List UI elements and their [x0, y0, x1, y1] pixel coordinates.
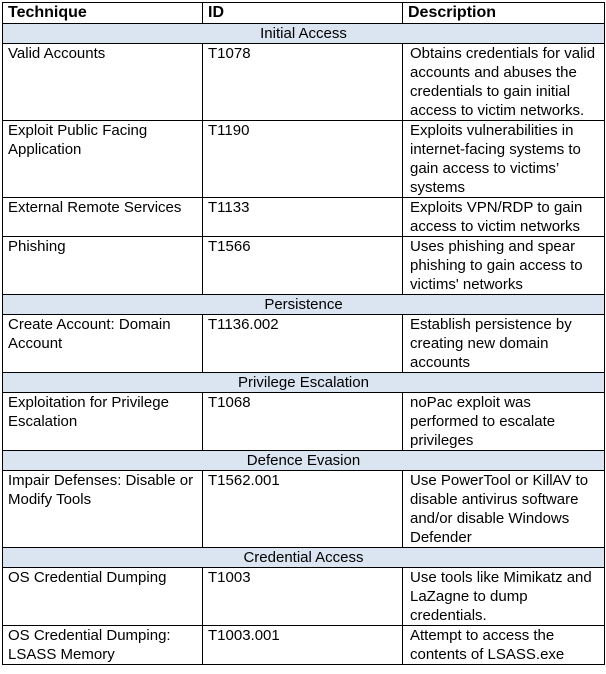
section-title: Defence Evasion — [3, 451, 605, 471]
id-cell: T1078 — [203, 44, 403, 121]
technique-cell: Exploit Public Facing Application — [3, 121, 203, 198]
technique-cell: OS Credential Dumping: LSASS Memory — [3, 626, 203, 665]
id-cell: T1068 — [203, 393, 403, 451]
description-cell: noPac exploit was performed to escalate privileges — [403, 393, 605, 451]
technique-cell: External Remote Services — [3, 198, 203, 237]
description-cell: Obtains credentials for valid accounts and abuses the credentials to gain initial access to victim networks. — [403, 44, 605, 121]
header-row — [3, 3, 605, 24]
technique-cell: Exploitation for Privilege Escalation — [3, 393, 203, 451]
description-cell: Exploits vulnerabilities in internet-facing systems to gain access to victims’ systems — [403, 121, 605, 198]
id-cell: T1003.001 — [203, 626, 403, 665]
section-row-credential-access — [3, 548, 605, 568]
header-description: Description — [403, 3, 605, 24]
technique-cell: Create Account: Domain Account — [3, 315, 203, 373]
table-row — [3, 44, 605, 121]
section-title: Persistence — [3, 295, 605, 315]
description-cell: Use PowerTool or KillAV to disable antivirus software and/or disable Windows Defender — [403, 471, 605, 548]
table-row — [3, 393, 605, 451]
table-row — [3, 237, 605, 295]
id-cell: T1566 — [203, 237, 403, 295]
section-row-initial-access — [3, 24, 605, 44]
technique-cell: Impair Defenses: Disable or Modify Tools — [3, 471, 203, 548]
description-cell: Use tools like Mimikatz and LaZagne to dump credentials. — [403, 568, 605, 626]
header-id: ID — [203, 3, 403, 24]
technique-cell: Valid Accounts — [3, 44, 203, 121]
section-row-persistence — [3, 295, 605, 315]
id-cell: T1003 — [203, 568, 403, 626]
id-cell: T1133 — [203, 198, 403, 237]
technique-cell: OS Credential Dumping — [3, 568, 203, 626]
table-row — [3, 568, 605, 626]
description-cell: Uses phishing and spear phishing to gain access to victims' networks — [403, 237, 605, 295]
id-cell: T1136.002 — [203, 315, 403, 373]
section-title: Initial Access — [3, 24, 605, 44]
section-row-defence-evasion — [3, 451, 605, 471]
description-cell: Exploits VPN/RDP to gain access to victim networks — [403, 198, 605, 237]
header-technique: Technique — [3, 3, 203, 24]
description-cell: Establish persistence by creating new domain accounts — [403, 315, 605, 373]
section-title: Privilege Escalation — [3, 373, 605, 393]
section-row-privilege-escalation — [3, 373, 605, 393]
techniques-table — [2, 2, 605, 665]
id-cell: T1562.001 — [203, 471, 403, 548]
table-row — [3, 471, 605, 548]
section-title: Credential Access — [3, 548, 605, 568]
table-row — [3, 626, 605, 665]
table-row — [3, 198, 605, 237]
technique-cell: Phishing — [3, 237, 203, 295]
table-row — [3, 315, 605, 373]
description-cell: Attempt to access the contents of LSASS.exe — [403, 626, 605, 665]
id-cell: T1190 — [203, 121, 403, 198]
table-row — [3, 121, 605, 198]
